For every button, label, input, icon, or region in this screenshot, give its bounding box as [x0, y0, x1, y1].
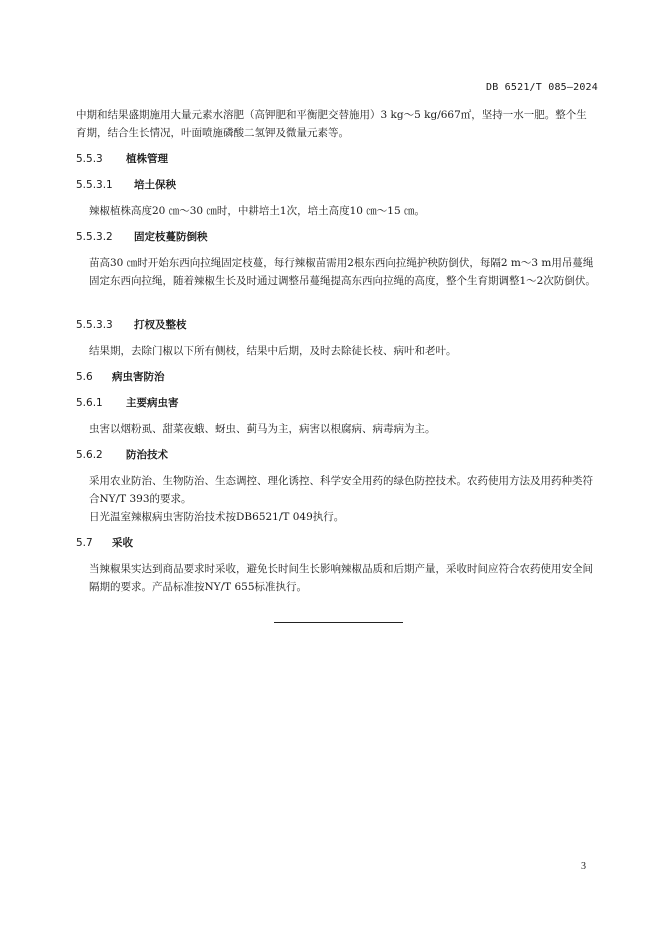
section-title: 病虫害防治: [112, 371, 165, 383]
section-number: 5.5.3.1: [76, 179, 113, 191]
section-number: 5.5.3: [76, 153, 103, 165]
section-number: 5.6: [76, 371, 93, 383]
section-title: 打杈及整枝: [134, 319, 187, 331]
paragraph-harvest: 当辣椒果实达到商品要求时采收，避免长时间生长影响辣椒品质和后期产量，采收时间应符合农药使用安全间隔期的要求。产品标准按NY/T 655标准执行。: [89, 563, 593, 593]
section-heading-5-5-3: [76, 150, 168, 168]
section-heading-5-5-3-2: [76, 228, 208, 246]
section-heading-5-6-1: [76, 394, 179, 412]
section-title: 培土保秧: [134, 179, 176, 191]
section-number: 5.6.1: [76, 397, 103, 409]
section-heading-5-5-3-1: [76, 176, 176, 194]
section-title: 采收: [112, 537, 133, 549]
paragraph-earthing-up: 辣椒植株高度20 ㎝～30 ㎝时，中耕培土1次，培土高度10 ㎝～15 ㎝。: [89, 205, 425, 217]
section-number: 5.5.3.2: [76, 231, 113, 243]
paragraph-pruning: 结果期，去除门椒以下所有侧枝，结果中后期，及时去除徒长枝、病叶和老叶。: [89, 345, 457, 357]
section-number: 5.7: [76, 537, 93, 549]
section-title: 植株管理: [126, 153, 168, 165]
section-title: 主要病虫害: [126, 397, 179, 409]
section-title: 防治技术: [126, 449, 168, 461]
paragraph-fertilizer-continued: 中期和结果盛期施用大量元素水溶肥（高钾肥和平衡肥交替施用）3 kg～5 kg/667㎡，坚持一水一肥。整个生育期，结合生长情况，叶面喷施磷酸二氢钾及微量元素等。: [76, 109, 587, 139]
section-heading-5-6-2: [76, 446, 168, 464]
paragraph-fix-vines: 苗高30 ㎝时开始东西向拉绳固定枝蔓，每行辣椒苗需用2根东西向拉绳护秧防倒伏，每隔2 m～3 m用吊蔓绳固定东西向拉绳，随着辣椒生长及时通过调整吊蔓绳提高东西向拉绳的高度，整个生育期调整1～2次防倒伏。: [89, 257, 596, 287]
paragraph-control-technique: 采用农业防治、生物防治、生态调控、理化诱控、科学安全用药的绿色防控技术。农药使用方法及用药种类符合NY/T 393的要求。: [89, 475, 593, 505]
paragraph-control-standard: 日光温室辣椒病虫害防治技术按DB6521/T 049执行。: [89, 511, 345, 523]
document-code-header: DB 6521/T 085—2024: [486, 82, 598, 93]
section-heading-5-7: [76, 534, 133, 552]
section-heading-5-6: [76, 368, 165, 386]
page-number: 3: [581, 861, 586, 872]
section-heading-5-5-3-3: [76, 316, 187, 334]
section-number: 5.6.2: [76, 449, 103, 461]
end-of-document-rule: [274, 622, 403, 623]
section-number: 5.5.3.3: [76, 319, 113, 331]
paragraph-main-pests: 虫害以烟粉虱、甜菜夜蛾、蚜虫、蓟马为主，病害以根腐病、病毒病为主。: [89, 423, 436, 435]
section-title: 固定枝蔓防倒秧: [134, 231, 208, 243]
